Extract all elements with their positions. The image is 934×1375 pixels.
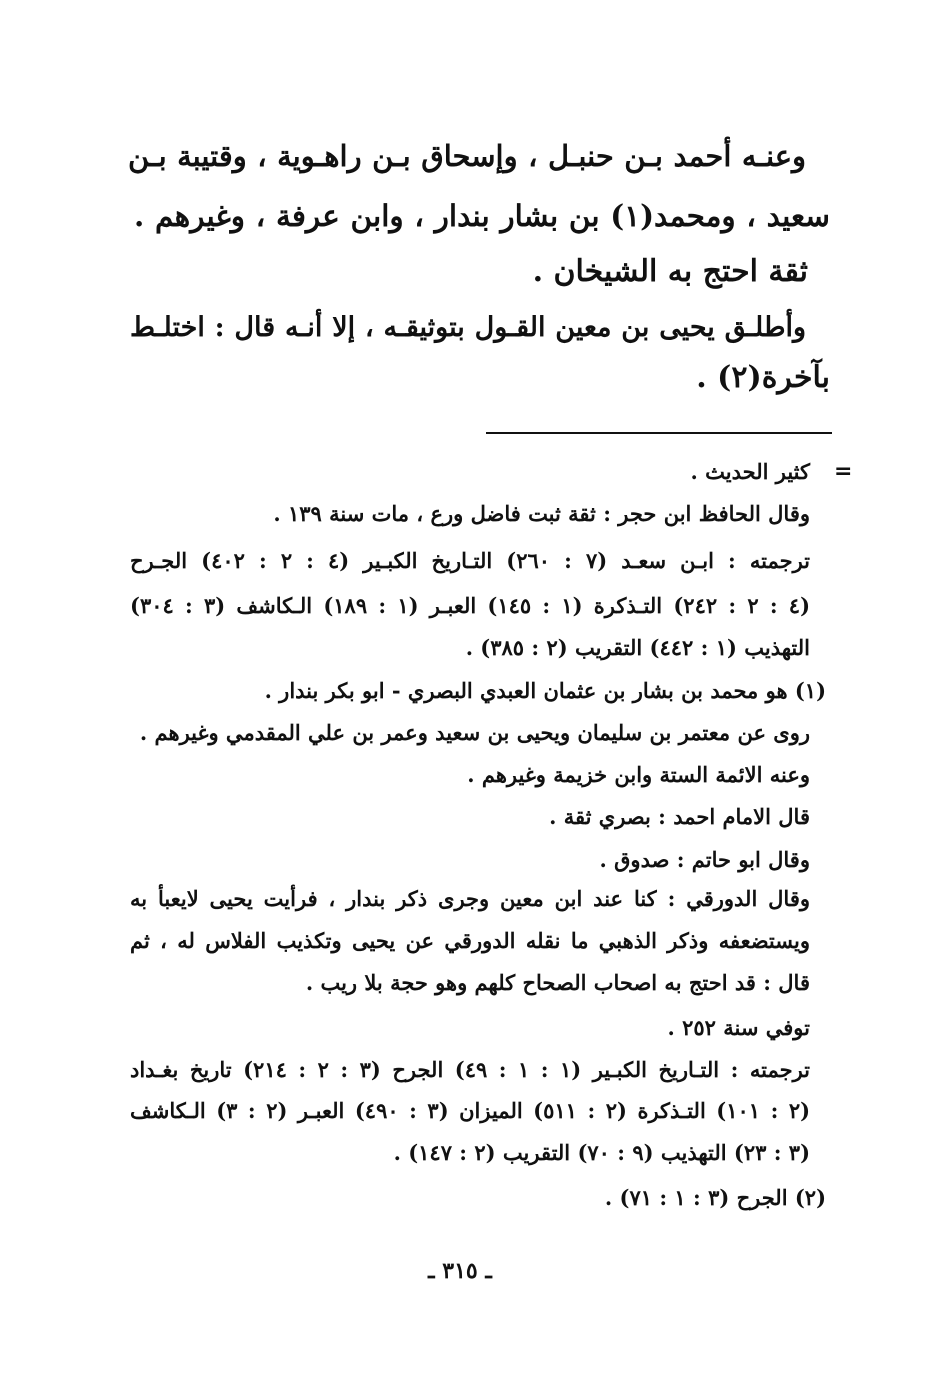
main-text-line-5: بآخرة(٢) . — [696, 360, 830, 395]
footnote-line-18: (٢) الجرح (٣ : ١ : ٧١) . — [604, 1185, 826, 1210]
footnote-line-6: (١) هو محمد بن بشار بن عثمان العبدي البصري - ابو بكر بندار . — [264, 678, 826, 703]
footnote-line-2: وقال الحافظ ابن حجر : ثقة ثبت فاضل ورع ، مات سنة ١٣٩ . — [273, 501, 810, 526]
footnote-separator — [486, 432, 832, 434]
main-text-line-4: وأطلـق يحيى بن معين القـول بتوثيقـه ، إلا أنـه قال : اختلـط — [130, 312, 806, 343]
page-number: ـ ٣١٥ ـ — [428, 1258, 492, 1284]
footnote-line-15: ترجمته : التـاريخ الكبـير (١ : ١ : ٤٩) الجرح (٣ : ٢ : ٢١٤) تاريخ بغـداد — [130, 1057, 810, 1082]
footnote-line-16: (٢ : ١٠١) التـذكرة (٢ : ٥١١) الميزان (٣ : ٤٩٠) العبـر (٢ : ٣) الـكاشف — [130, 1098, 811, 1123]
footnote-line-1: كثير الحديث . — [690, 459, 810, 484]
footnote-line-13: قال : قد احتج به اصحاب الصحاح كلهم وهو حجة بلا ريب . — [305, 970, 810, 995]
footnote-line-14: توفي سنة ٢٥٢ . — [667, 1015, 810, 1040]
footnote-line-8: وعنه الائمة الستة وابن خزيمة وغيرهم . — [467, 762, 810, 787]
main-text-line-1: وعنـه أحمد بـن حنبـل ، وإسحاق بـن راهـوية ، وقتيبة بـن — [128, 139, 806, 173]
main-text-line-3: ثقة احتج به الشيخان . — [532, 254, 808, 289]
footnote-line-9: قال الامام احمد : بصري ثقة . — [549, 804, 810, 829]
footnote-continuation-mark: = — [834, 459, 853, 484]
main-text-line-2: سعيد ، ومحمد(١) بن بشار بندار ، وابن عرفة ، وغيرهم . — [134, 198, 830, 233]
footnote-line-11: وقال الدورقي : كنا عند ابن معين وجرى ذكر بندار ، فرأيت يحيى لايعبأ به — [130, 886, 810, 911]
footnote-line-12: ويستضعفه وذكر الذهبي ما نقله الدورقي عن يحيى وتكذيب الفلاس له ، ثم — [130, 928, 810, 953]
footnote-line-4: (٤ : ٢ : ٢٤٢) التـذكرة (١ : ١٤٥) العبـر (١ : ١٨٩) الـكاشف (٣ : ٣٠٤) — [130, 593, 811, 618]
footnote-line-10: وقال ابو حاتم : صدوق . — [599, 847, 810, 872]
footnote-line-3: ترجمته : ابـن سعـد (٧ : ٢٦٠) التـاريخ الكبـير (٤ : ٢ : ٤٠٢) الجـرح — [130, 548, 811, 573]
footnote-line-5: التهذيب (١ : ٤٤٢) التقريب (٢ : ٣٨٥) . — [465, 635, 810, 660]
footnote-line-17: (٣ : ٢٣) التهذيب (٩ : ٧٠) التقريب (٢ : ١٤٧) . — [393, 1140, 810, 1165]
footnote-line-7: روى عن معتمر بن سليمان ويحيى بن سعيد وعمر بن علي المقدمي وغيرهم . — [139, 720, 810, 745]
